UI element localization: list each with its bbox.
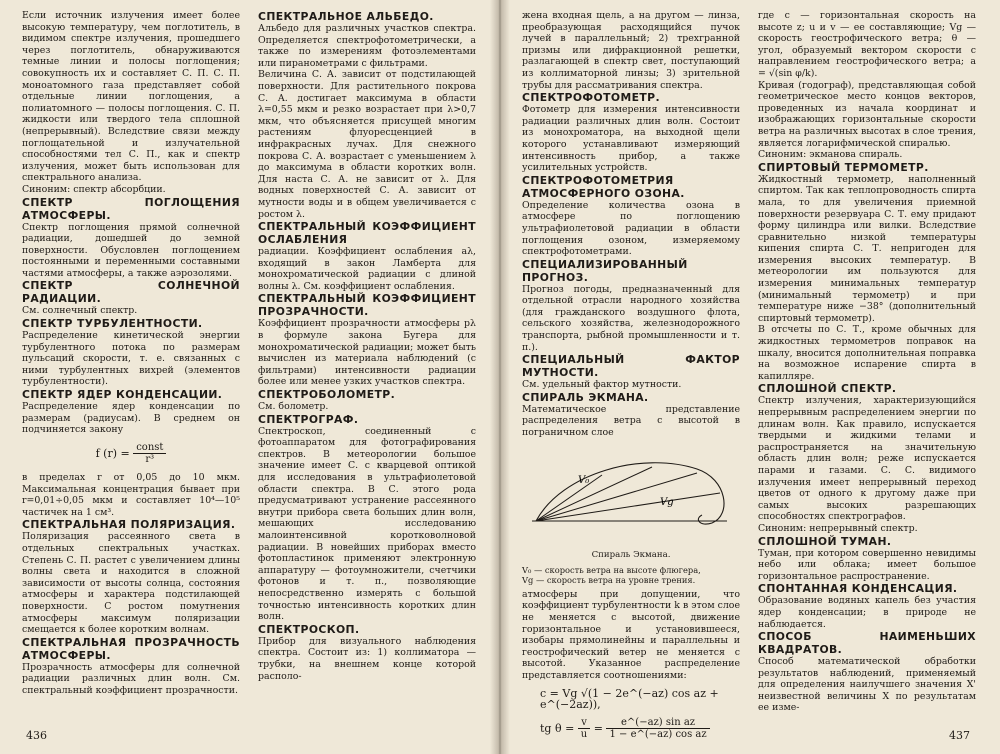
entry-heading: СПЕКТР ПОГЛОЩЕНИЯ АТМОСФЕРЫ. [22,195,240,222]
entry-text: Спектр поглощения прямой солнечной радиации, дошедшей до земной поверхности. Обусловлен поглощением постоянными и переменными составными частями атмосферы, а также аэрозолями. [22,221,240,279]
formula-tg: tg θ = $\frac{v}{u}$ = $\frac{\text{e\textasciicircum{}(−az) sin az}}{\text{1 − e\textasciicircum{}(−az) cos az}}$ [540,717,740,741]
entry-text: где c — горизонтальная скорость на высоте z; u и v — ее составляющие; Vg — скорость геострофического ветра; θ — угол, образуемый вектором скорости с направлением геострофического ветра; a = √(sin φ/k). [758,10,976,79]
right-column-1 [522,10,740,747]
formula-lhs: f (r) = [95,446,130,460]
page-number-right: 437 [949,729,970,742]
entry-heading: СПОСОБ НАИМЕНЬШИХ КВАДРАТОВ. [758,630,976,657]
entry-text: См. солнечный спектр. [22,305,138,317]
page-number-left: 436 [26,729,47,742]
frac1-den: u [580,729,588,741]
entry-text: Синоним: непрерывный спектр. [758,522,918,534]
entry-heading: СПЕКТР ТУРБУЛЕНТНОСТИ. [22,317,203,331]
vector-v0 [536,475,602,521]
entry-text: Фотометр для измерения интенсивности радиации различных длин волн. Состоит из монохроматора, на выходной щели которого устанавливают измеряющий интенсивность прибор, а также усилительных устройств. [522,104,740,174]
legend-vg: Vg — скорость ветра на уровне трения. [522,574,696,585]
entry-text: атмосферы при допущении, что коэффициент турбулентности k в этом слое не меняется с высотой, движение горизонтальное и установившееся, изобары прямолинейны и параллельны и геострофический ветер не меняется с высотой. Указанное распределение представляется соотношениями: [522,588,740,681]
formula-fr [22,442,240,466]
entry-text: См. болометр. [258,401,329,413]
entry-heading: СПЕЦИАЛЬНЫЙ ФАКТОР МУТНОСТИ. [522,353,740,380]
entry-text: Синоним: экманова спираль. [758,149,903,161]
entry-heading: СПЕКТР ЯДЕР КОНДЕНСАЦИИ. [22,388,223,402]
ekman-spiral-diagram [522,445,740,545]
left-page [0,0,498,754]
entry-text: жена входная щель, а на другом — линза, преобразующая расходящийся пучок лучей в параллельный; 2) трехгранной призмы или дифракционной решетки, разлагающей в спектр свет, поступающий из коллиматорной линзы; 3) зрительной трубы для рассматривания спектра. [522,10,740,91]
entry-text: См. удельный фактор мутности. [522,379,682,391]
entry-heading: СПЛОШНОЙ ТУМАН. [758,534,892,548]
vector-mid [536,467,652,521]
formula-c: c = Vg √(1 − 2e^(−az) cos az + e^(−2az)), [540,686,719,712]
figure-legend [522,565,740,585]
formula-fraction [133,442,166,466]
ekman-spiral-figure [522,445,740,585]
right-column-2 [758,10,976,714]
entry-heading: СПЕКТРОСКОП. [258,622,360,636]
entry-heading: СПЕКТРОБОЛОМЕТР. [258,388,396,402]
entry-text: Кривая (годограф), представляющая собой геометрическое место концов векторов, проведенных из начала координат и изображающих горизонтальные скорости ветра на различных высотах в слое трения, является логарифмической спиралью. [758,79,976,149]
entry-text: Величина С. А. зависит от подстилающей поверхности. Для растительного покрова С. А. достигает максимума в области λ=0,55 мкм и резко возрастает при λ>0,7 мкм, что объясняется присущей многим растениям флуоресценцией в инфракрасных лучах. Для снежного покрова С. А. возрастает с уменьшением λ до максимума в области коротких волн. Для наста С. А. не зависит от λ. Для водных поверхностей С. А. зависит от мутности воды и в общем увеличивается с ростом λ. [258,69,476,220]
entry-text: Прогноз погоды, предназначенный для отдельной отрасли народного хозяйства (для гражданского воздушного флота, сельского хозяйства, железнодорожного транспорта, рыбной промышленности и т. п.). [522,283,740,353]
right-page [502,0,1000,754]
entry-text: Спектроскоп, соединенный с фотоаппаратом для фотографирования спектров. В метеорологии большое значение имеет С. с кварцевой оптикой для исследования в ультрафиолетовой области спектра. В С. этого рода предусматривают устранение рассеянного внутри прибора света больших длин волн, мешающих исследованию малоинтенсивной коротковолновой радиации. В новейших приборах вместо фотопластинок применяют электронную аппаратуру — фотоумножители, счетчики фотонов и т. п., позволяющие непосредственно измерять с большой точностью интенсивность коротких длин волн. [258,425,476,623]
entry-text: Синоним: спектр абсорбции. [22,183,166,195]
entry-text: в пределах r от 0,05 до 10 мкм. Максимальная концентрация бывает при r=0,01÷0,05 мкм и составляет 10⁴—10⁵ частичек на 1 см³. [22,472,240,518]
entry-text: Прибор для визуального наблюдения спектра. Состоит из: 1) коллиматора — трубки, на внешнем конце которой располо- [258,635,476,682]
entry-heading: СПЕКТРАЛЬНЫЙ КОЭФФИЦИЕНТ ПРОЗРАЧНОСТИ. [258,292,476,319]
entry-heading: СПЕКТРОФОТОМЕТРИЯ АТМОСФЕРНОГО ОЗОНА. [522,173,685,200]
entry-heading: СПЕКТРОФОТОМЕТР. [522,91,660,105]
frac2-num: e^(−az) sin az [606,717,709,730]
entry-text: В отсчеты по С. Т., кроме обычных для жидкостных термометров поправок на шкалу, вносится дополнительная поправка на возможное испарение спирта в капилляре. [758,324,976,382]
formula-tg-lhs: tg θ = [540,721,578,735]
entry-text: Альбедо для различных участков спектра. Определяется спектрофотометрически, а также по измерениям фотоэлементами или пиранометрами с фильтрами. [258,23,476,69]
entry-heading: СПЕКТР СОЛНЕЧНОЙ РАДИАЦИИ. [22,279,240,306]
label-vg: Vg [660,496,674,508]
left-column-1 [22,10,240,697]
entry-heading: СПЕКТРАЛЬНОЕ АЛЬБЕДО. [258,10,434,23]
left-column-2 [258,10,476,682]
frac1-num: v [578,717,590,730]
book-gutter [490,0,510,754]
entry-text: Математическое представление распределения ветра с высотой в пограничном слое [522,403,740,439]
entry-text: Образование водяных капель без участия ядер конденсации; в природе не наблюдается. [758,595,976,630]
entry-text: Распределение кинетической энергии турбулентного потока по размерам пульсаций скорости, т. е. связанных с ними турбулентных вихрей (элементов турбулентности). [22,330,240,388]
entry-heading: СПЛОШНОЙ СПЕКТР. [758,382,897,396]
entry-text: Определение количества озона в атмосфере по поглощению ультрафиолетовой радиации в области поглощения озоном, измеряемому спектрофотометрами. [522,199,740,258]
entry-text: Туман, при котором совершенно невидимы небо или облака; имеет большое горизонтальное распространение. [758,547,976,582]
entry-heading: СПЕКТРАЛЬНАЯ ПРОЗРАЧНОСТЬ АТМОСФЕРЫ. [22,635,240,662]
entry-heading: СПИРТОВЫЙ ТЕРМОМЕТР. [758,160,929,174]
frac2-den: 1 − e^(−az) cos az [609,729,707,741]
label-v0: V₀ [578,474,590,486]
entry-text: Способ математической обработки результатов наблюдений, применяемый для определения наилучшего значения X' неизвестной величины X по результатам ее изме- [758,656,976,714]
formula-tg-frac1 [578,717,590,741]
ekman-formulas [522,688,740,741]
entry-heading: СПИРАЛЬ ЭКМАНА. [522,390,649,404]
entry-text: радиации. Коэффициент ослабления aλ, входящий в закон Ламберта для монохроматической радиации с длиной волны λ. См. коэффициент ослабления. [258,246,476,292]
fraction-numerator: const [133,442,166,455]
entry-text: Спектр излучения, характеризующийся непрерывным распределением энергии по длинам волн. Как правило, испускается твердыми и жидкими телами и распространяется на значительную область длин волн; реже испускается парами и газами. С. С. видимого излучения имеет непрерывный переход цветов от одного к другому даже при самых высоких разрешающих способностях спектрографов. [758,395,976,523]
entry-text: Прозрачность атмосферы для солнечной радиации различных длин волн. См. спектральный коэффициент прозрачности. [22,661,240,696]
entry-text: Коэффициент прозрачности атмосферы pλ в формуле закона Бугера для монохроматической радиации; может быть вычислен из материала наблюдений (с фильтрами) интенсивности радиации более или менее узких участков спектра. [258,318,476,388]
entry-text: Если источник излучения имеет более высокую температуру, чем поглотитель, в видимом спектре излучения, прошедшего через поглотитель, обнаруживаются темные линии и полосы поглощения; совокупность их и составляет С. П. С. П. моноатомного газа представляет собой отдельные линии поглощения, а полиатомного — полосы поглощения. С. П. жидкости или твердого тела сплошной (непрерывный). Вследствие связи между поглощательной и излучательной способностями тел С. П., как и спектр излучения, может быть использован для спектрального анализа. [22,10,240,184]
entry-heading: СПОНТАННАЯ КОНДЕНСАЦИЯ. [758,582,958,596]
entry-heading: СПЕКТРАЛЬНЫЙ КОЭФФИЦИЕНТ ОСЛАБЛЕНИЯ [258,220,476,247]
fraction-denominator: r³ [145,454,155,466]
figure-caption: Спираль Экмана. [591,550,671,561]
entry-heading: СПЕКТРАЛЬНАЯ ПОЛЯРИЗАЦИЯ. [22,518,236,532]
entry-text: Жидкостный термометр, наполненный спиртом. Так как теплопроводность спирта мала, то для увеличения приемной поверхности резервуара С. Т. ему придают форму цилиндра или вилки. Вследствие сравнительно низкой температуры кипения спирта С. Т. непригоден для измерения высоких температур. В метеорологии им пользуются для измерения минимальных температур (минимальный термометр) и при температуре ниже −38° (дополнительный спиртовый термометр). [758,173,976,324]
entry-text: Распределение ядер конденсации по размерам (радиусам). В среднем он подчиняется закону [22,401,240,436]
formula-tg-frac2 [606,717,709,741]
entry-heading: СПЕЦИАЛИЗИРОВАННЫЙ ПРОГНОЗ. [522,257,688,284]
entry-text: Поляризация рассеянного света в отдельных спектральных участках. Степень С. П. растет с увеличением длины волны света и находится в сложной зависимости от высоты солнца, состояния атмосферы и характера подстилающей поверхности. С ростом помутнения атмосферы максимум поляризации смещается к более коротким волнам. [22,531,240,636]
legend-v0: V₀ — скорость ветра на высоте флюгера, [522,564,701,575]
entry-heading: СПЕКТРОГРАФ. [258,412,359,426]
vector-vg [536,493,720,521]
